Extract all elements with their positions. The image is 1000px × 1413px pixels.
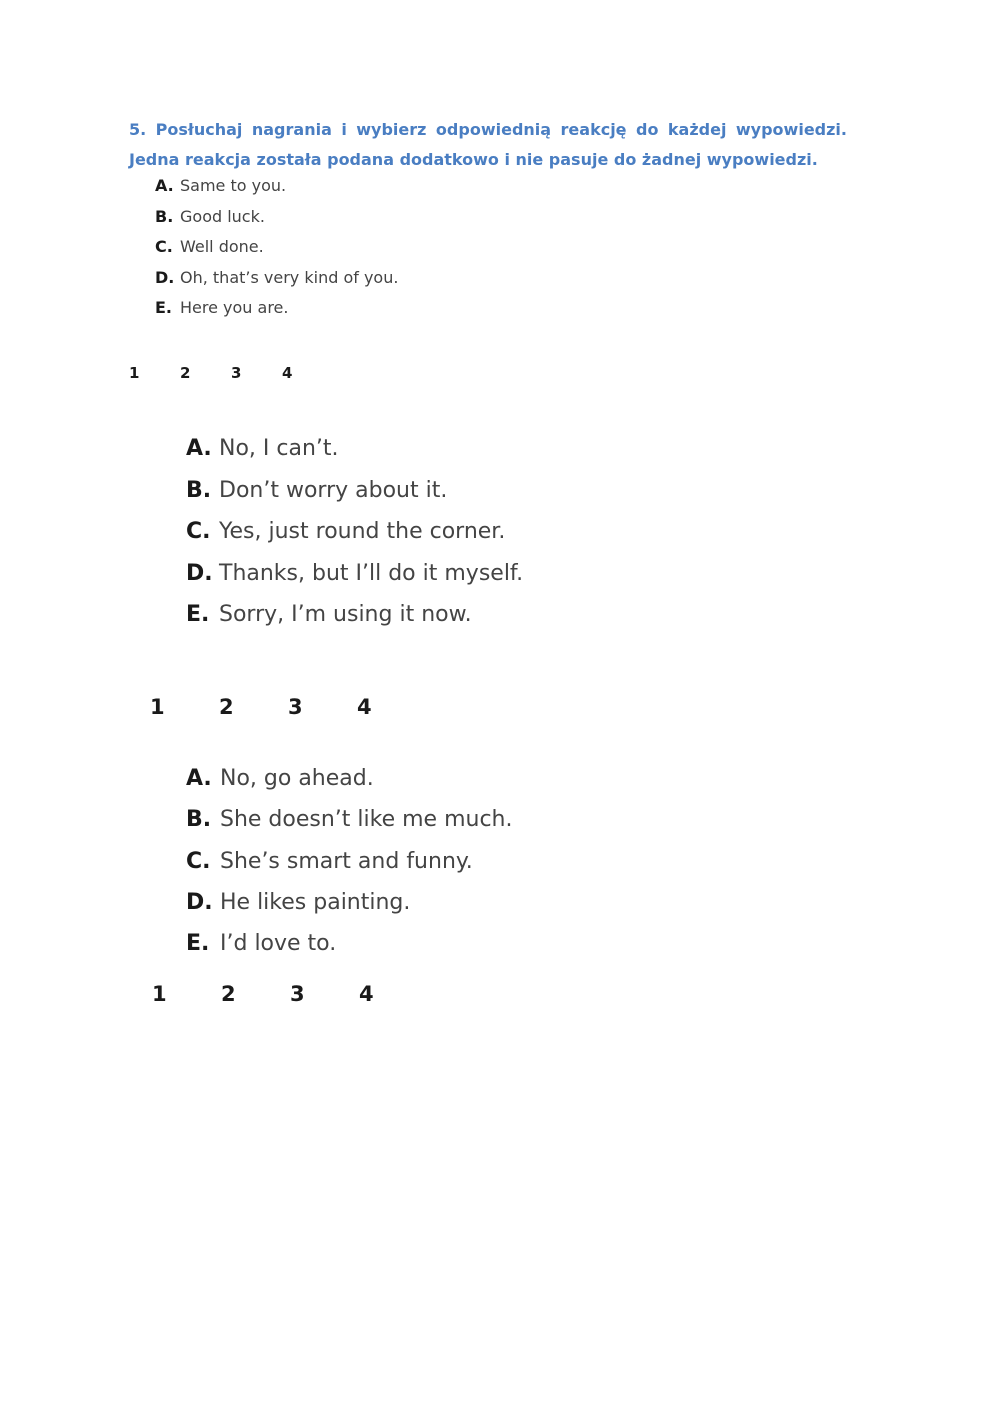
answer-numbers-section-2 [150,695,426,719]
exercise-instruction: 5. Posłuchaj nagrania i wybierz odpowiednią reakcję do każdej wypowiedzi. Jedna reakcja została podana dodatkowo i nie pasuje do żadnej wypowiedzi. [129,120,847,169]
option-text: Oh, that’s very kind of you. [180,267,399,287]
option-letter: A. [186,436,212,461]
answer-number-3[interactable]: 3 [290,982,305,1006]
answer-numbers-section-1 [129,364,333,382]
option-e[interactable] [186,931,513,972]
option-text: Don’t worry about it. [219,477,448,503]
option-b[interactable] [186,478,523,520]
option-letter: A. [186,766,212,791]
answer-number-2[interactable]: 2 [219,695,234,719]
option-b[interactable] [155,207,398,238]
option-letter: D. [186,560,213,586]
options-list-section-2 [186,436,523,644]
option-letter: E. [186,931,210,957]
option-a[interactable] [155,176,398,207]
option-text: She’s smart and funny. [220,848,473,874]
option-text: Sorry, I’m using it now. [219,602,472,627]
option-text: Yes, just round the corner. [219,519,506,544]
option-a[interactable] [186,436,523,478]
option-d[interactable] [186,561,523,603]
option-e[interactable] [186,602,523,644]
option-text: Well done. [180,237,264,256]
option-text: He likes painting. [220,889,411,915]
option-a[interactable] [186,766,513,807]
option-c[interactable] [155,237,398,268]
option-letter: D. [155,267,175,287]
answer-number-1[interactable]: 1 [152,982,167,1006]
answer-number-1[interactable]: 1 [150,695,165,719]
option-text: I’d love to. [220,931,337,957]
answer-number-4[interactable]: 4 [359,982,374,1006]
option-text: Thanks, but I’ll do it myself. [219,560,524,586]
option-letter: B. [186,477,212,503]
option-letter: E. [155,298,173,317]
option-text: She doesn’t like me much. [220,807,513,833]
answer-number-2[interactable]: 2 [180,364,191,382]
answer-numbers-section-3 [152,982,428,1006]
options-list-section-1 [155,176,398,329]
option-text: Good luck. [180,206,265,226]
option-b[interactable] [186,807,513,848]
option-text: Here you are. [180,298,289,317]
option-d[interactable] [186,890,513,931]
option-c[interactable] [186,849,513,890]
option-text: No, go ahead. [220,766,374,791]
option-letter: D. [186,889,213,915]
option-letter: A. [155,176,174,195]
answer-number-4[interactable]: 4 [282,364,293,382]
option-letter: B. [155,206,174,226]
option-text: Same to you. [180,176,287,195]
option-letter: C. [186,848,211,874]
answer-number-1[interactable]: 1 [129,364,140,382]
answer-number-3[interactable]: 3 [288,695,303,719]
answer-number-2[interactable]: 2 [221,982,236,1006]
options-list-section-3 [186,766,513,972]
option-text: No, I can’t. [219,436,339,461]
option-letter: C. [155,237,173,256]
option-e[interactable] [155,298,398,329]
answer-number-4[interactable]: 4 [357,695,372,719]
option-letter: E. [186,602,210,627]
option-d[interactable] [155,268,398,299]
option-c[interactable] [186,519,523,561]
option-letter: C. [186,519,211,544]
answer-number-3[interactable]: 3 [231,364,242,382]
option-letter: B. [186,807,212,833]
